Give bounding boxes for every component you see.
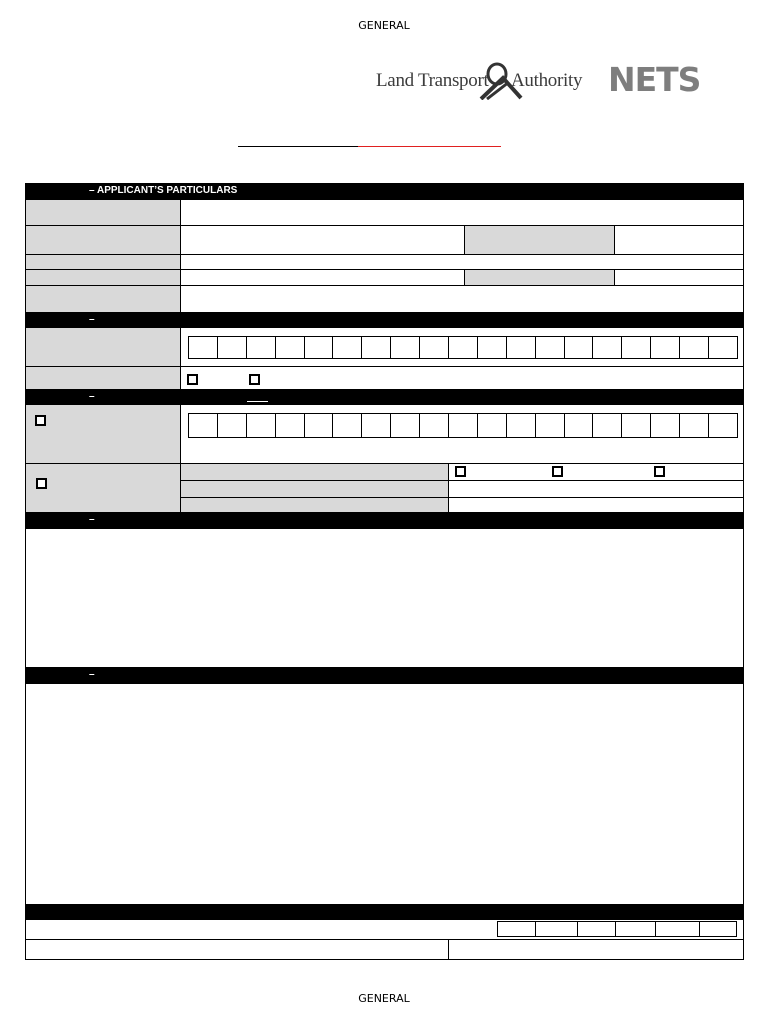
section-e-bar	[25, 667, 744, 684]
checkbox-icon[interactable]	[187, 374, 198, 385]
classification-header: GENERAL	[358, 19, 410, 32]
label-b1	[25, 327, 181, 367]
section-e-title: –	[89, 669, 95, 680]
label-a5	[25, 285, 181, 313]
section-b-bar	[25, 312, 744, 328]
checkbox-icon[interactable]	[455, 466, 466, 477]
label-c1	[25, 404, 181, 464]
section-d-bar	[25, 512, 744, 529]
section-d-title: –	[89, 514, 95, 525]
label-c2b	[180, 480, 449, 498]
section-c-bar	[25, 389, 744, 405]
label-a3	[25, 254, 181, 270]
label-b2	[25, 366, 181, 390]
section-c-underline	[247, 401, 268, 402]
label-c2a	[180, 463, 449, 481]
card-number-boxes-2[interactable]	[188, 413, 738, 438]
field-a2b[interactable]	[614, 225, 744, 255]
label-c2c	[180, 497, 449, 513]
field-c2a	[448, 463, 744, 481]
section-e-content[interactable]	[25, 683, 744, 905]
field-c2c[interactable]	[448, 497, 744, 513]
lta-logo	[376, 62, 581, 100]
date-boxes[interactable]	[497, 921, 737, 937]
label-c2	[25, 463, 181, 513]
checkbox-icon[interactable]	[36, 478, 47, 489]
field-b2	[180, 366, 744, 390]
classification-footer: GENERAL	[358, 992, 410, 1005]
label-a4b	[464, 269, 615, 286]
title-underline-red	[358, 146, 501, 147]
field-b1	[180, 327, 744, 367]
section-f-row1	[25, 919, 744, 940]
section-a-title: – APPLICANT’S PARTICULARS	[89, 185, 238, 196]
section-a-bar	[25, 183, 744, 200]
nets-logo-icon: NETS	[608, 60, 701, 99]
lta-logo-text-right: Authority	[511, 70, 583, 91]
section-c-title: –	[89, 391, 95, 402]
field-a3[interactable]	[180, 254, 744, 270]
field-c2b[interactable]	[448, 480, 744, 498]
field-a4[interactable]	[180, 269, 465, 286]
field-a2[interactable]	[180, 225, 465, 255]
label-a2b	[464, 225, 615, 255]
title-underline-black	[238, 146, 358, 147]
checkbox-icon[interactable]	[552, 466, 563, 477]
date-field[interactable]	[448, 939, 744, 960]
section-f-bar	[25, 904, 744, 920]
checkbox-icon[interactable]	[35, 415, 46, 426]
section-d-content[interactable]	[25, 528, 744, 668]
section-b-title: –	[89, 314, 95, 325]
signature-field[interactable]	[25, 939, 449, 960]
field-c1	[180, 404, 744, 464]
lta-logo-text-left: Land Transport	[376, 70, 489, 91]
checkbox-icon[interactable]	[249, 374, 260, 385]
field-a5[interactable]	[180, 285, 744, 313]
label-a4	[25, 269, 181, 286]
checkbox-icon[interactable]	[654, 466, 665, 477]
label-a1	[25, 199, 181, 226]
card-number-boxes[interactable]	[188, 336, 738, 359]
field-a4b[interactable]	[614, 269, 744, 286]
label-a2	[25, 225, 181, 255]
field-a1[interactable]	[180, 199, 744, 226]
